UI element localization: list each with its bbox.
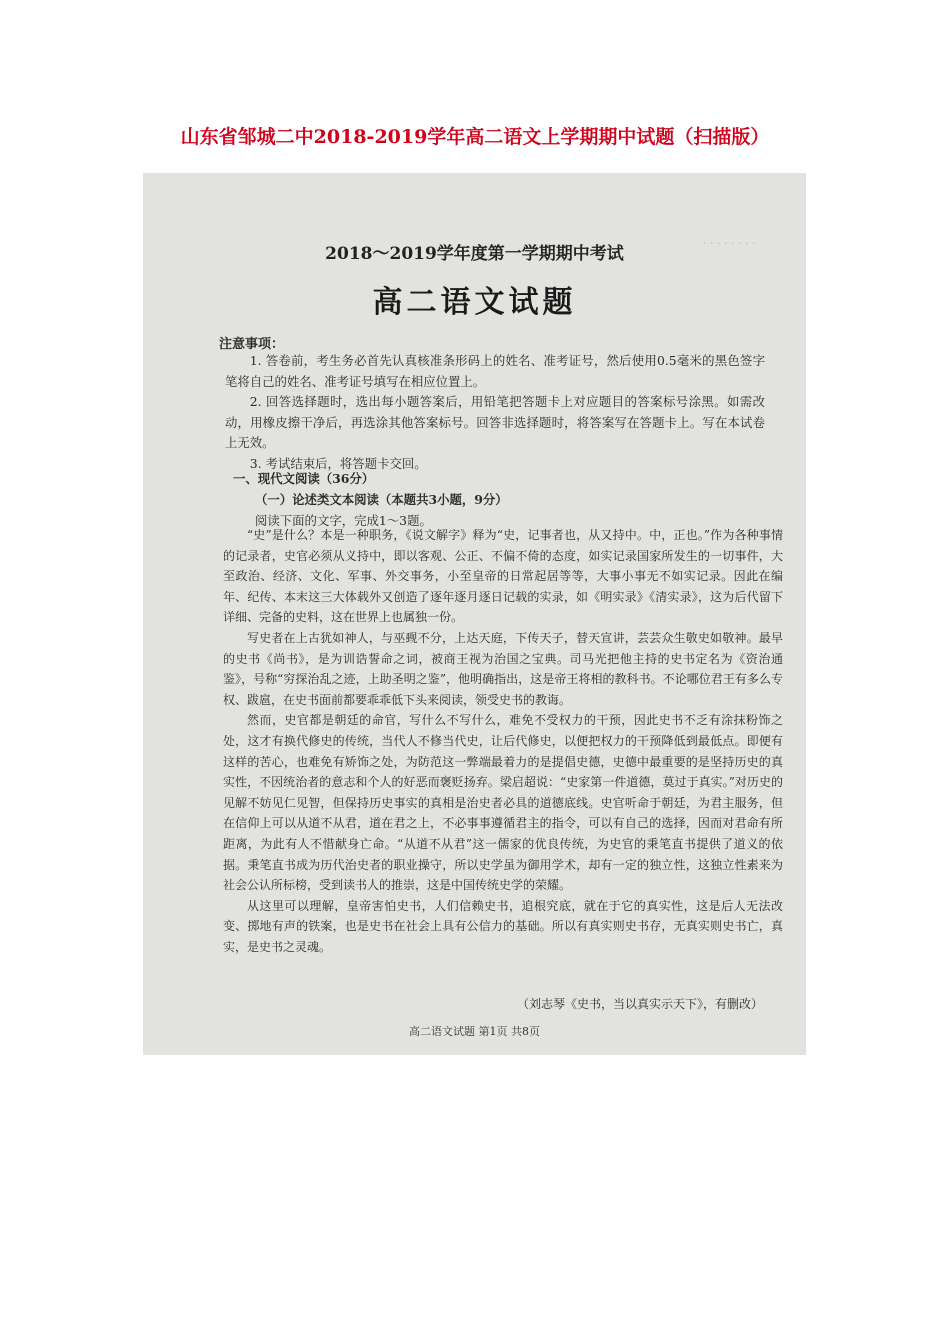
subsection-heading: （一）论述类文本阅读（本题共3小题，9分） [255, 492, 508, 507]
reading-instruction: 阅读下面的文字，完成1～3题。 [255, 513, 432, 528]
notice-label: 注意事项： [219, 337, 285, 352]
reading-passage [223, 525, 783, 957]
exam-title: 高二语文试题 [372, 285, 577, 320]
passage-paragraph: 写史者在上古犹如神人，与巫觋不分，上达天庭，下传天子，替天宣讲，芸芸众生敬史如敬神。最早的史书《尚书》，是为训诰誓命之词，被商王视为治国之宝典。司马光把他主持的史书定名为《资治通鉴》，号称“穷探治乱之迹，上助圣明之鉴”，他明确指出，这是帝王将相的教科书。不论哪位君王有多么专权、跋扈，在史书面前都要乖乖低下头来阅读，领受史书的教诲。 [223, 630, 783, 707]
passage-paragraph: “史”是什么？本是一种职务，《说文解字》释为“史，记事者也，从又持中。中，正也。”作为各种事情的记录者，史官必须从义持中，即以客观、公正、不偏不倚的态度，如实记录国家所发生的一切事件，大至政治、经济、文化、军事、外交事务，小至皇帝的日常起居等等，大事小事无不如实记录。因此在编年、纪传、本末这三大体载外又创造了逐年逐月逐日记载的实录，如《明实录》《清实录》，这为后代留下详细、完备的史料，这在世界上也属独一份。 [223, 528, 783, 625]
bleed-through-text: · · · · · · · · [703, 237, 756, 250]
notice-item: 3. 考试结束后，将答题卡交回。 [249, 455, 427, 471]
section-heading: 一、现代文阅读（36分） [233, 471, 375, 486]
scanned-exam-image [143, 173, 806, 1055]
notice-item: 1. 答卷前，考生务必首先认真核准条形码上的姓名、准考证号，然后使用0.5毫米的黑色签字笔将自己的姓名、准考证号填写在相应位置上。 [225, 353, 765, 389]
passage-paragraph: 从这里可以理解，皇帝害怕史书，人们信赖史书，追根究底，就在于它的真实性，这是后人无法改变、掷地有声的铁案，也是史书在社会上具有公信力的基础。所以有真实则史书存，无真实则史书亡，真实，是史书之灵魂。 [223, 898, 783, 954]
notice-list [225, 351, 765, 474]
page-title: 山东省邹城二中2018-2019学年高二语文上学期期中试题（扫描版） [180, 126, 770, 148]
passage-source: （刘志琴《史书，当以真实示天下》，有删改） [516, 997, 763, 1011]
exam-year-heading: 2018～2019学年度第一学期期中考试 [325, 244, 624, 264]
notice-item: 2. 回答选择题时，选出每小题答案后，用铅笔把答题卡上对应题目的答案标号涂黑。如需改动，用橡皮擦干净后，再选涂其他答案标号。回答非选择题时，将答案写在答题卡上。写在本试卷上无效。 [225, 394, 765, 450]
passage-paragraph: 然而，史官都是朝廷的命官，写什么不写什么，难免不受权力的干预，因此史书不乏有涂抹粉饰之处，这才有换代修史的传统，当代人不修当代史，让后代修史，以便把权力的干预降低到最低点。即便有这样的苦心，也难免有矫饰之处，为防范这一弊端最着力的是提倡史德，史德中最重要的是坚持历史的真实性，不因统治者的意志和个人的好恶而褒贬扬弃。梁启超说：“史家第一件道德，莫过于真实。”对历史的见解不妨见仁见智，但保持历史事实的真相是治史者必具的道德底线。史官听命于朝廷，为君主服务，但在信仰上可以从道不从君，道在君之上，不必事事遵循君主的指令，可以有自己的选择，因而对君命有所距离，为此有人不惜献身亡命。“从道不从君”这一儒家的优良传统，为史官的秉笔直书提供了道义的依据。秉笔直书成为历代治史者的职业操守，所以史学虽为御用学术，却有一定的独立性，这独立性素来为社会公认所标榜，受到读书人的推崇，这是中国传统史学的荣耀。 [223, 713, 783, 893]
page-number: 高二语文试题 第1页 共8页 [409, 1025, 540, 1038]
